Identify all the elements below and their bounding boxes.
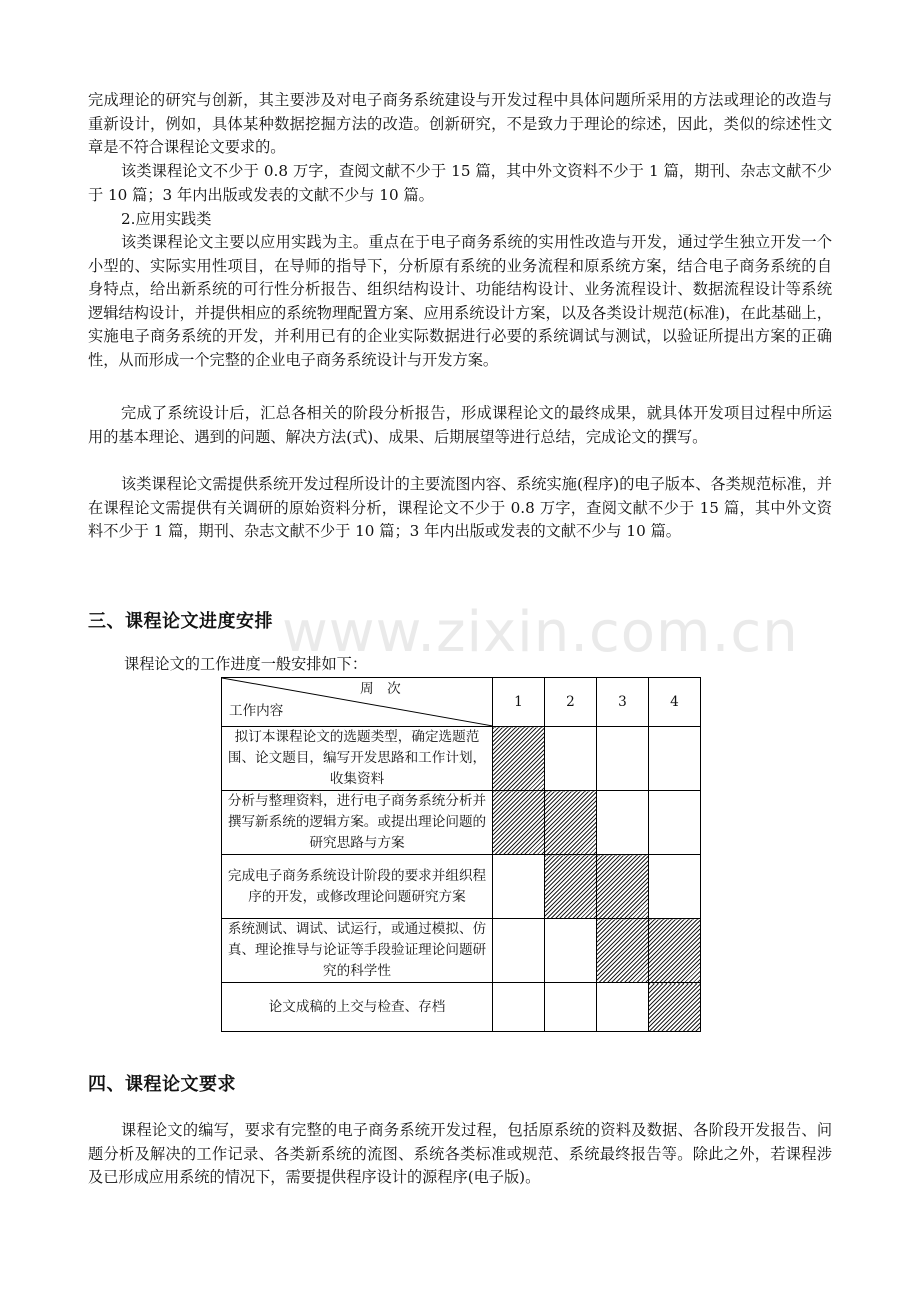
week-cell-scheduled: [649, 983, 701, 1032]
task-cell: 论文成稿的上交与检查、存档: [222, 983, 493, 1032]
week-cell: [493, 983, 545, 1032]
task-cell: 拟订本课程论文的选题类型，确定选题范围、论文题目，编写开发思路和工作计划，收集资料: [222, 727, 493, 791]
paragraph-applied-practice: 该类课程论文主要以应用实践为主。重点在于电子商务系统的实用性改造与开发，通过学生独立开发一个小型的、实际实用性项目，在导师的指导下，分析原有系统的业务流程和原系统方案，结合电子商务系统的自身特点，给出新系统的可行性分析报告、组织结构设计、功能结构设计、业务流程设计、数据流程设计等系统逻辑结构设计，并提供相应的系统物理配置方案、应用系统设计方案，以及各类设计规范(标准)，在此基础上，实施电子商务系统的开发，并利用已有的企业实际数据进行必要的系统调试与测试，以验证所提出方案的正确性，从而形成一个完整的企业电子商务系统设计与开发方案。: [88, 233, 832, 369]
section-heading-schedule: 三、课程论文进度安排: [88, 611, 273, 632]
subheading-applied-practice: 2.应用实践类: [121, 210, 212, 228]
schedule-row: [222, 791, 701, 855]
paragraph-theory-innovation: 完成理论的研究与创新，其主要涉及对电子商务系统建设与开发过程中具体问题所采用的方法或理论的改造与重新设计，例如，具体某种数据挖掘方法的改造。创新研究，不是致力于理论的综述，因此，类似的综述性文章是不符合课程论文要求的。: [88, 91, 832, 157]
week-cell: [597, 983, 649, 1032]
week-header-3: 3: [597, 678, 649, 727]
week-header-2: 2: [545, 678, 597, 727]
task-cell: 系统测试、调试、试运行，或通过模拟、仿真、理论推导与论证等手段验证理论问题研究的科学性: [222, 919, 493, 983]
week-header-4: 4: [649, 678, 701, 727]
week-cell: [649, 791, 701, 855]
task-cell: 完成电子商务系统设计阶段的要求并组织程序的开发，或修改理论问题研究方案: [222, 855, 493, 919]
week-cell: [597, 791, 649, 855]
paragraph-theory-requirements: 该类课程论文不少于 0.8 万字，查阅文献不少于 15 篇，其中外文资料不少于 1 篇，期刊、杂志文献不少于 10 篇；3 年内出版或发表的文献不少与 10 篇。: [88, 162, 832, 204]
week-cell-scheduled: [493, 727, 545, 791]
schedule-row: [222, 727, 701, 791]
week-cell: [597, 727, 649, 791]
week-cell: [649, 855, 701, 919]
week-cell-scheduled: [545, 791, 597, 855]
section-heading-requirements: 四、课程论文要求: [88, 1074, 236, 1095]
week-header-1: 1: [493, 678, 545, 727]
week-cell: [545, 919, 597, 983]
schedule-row: [222, 983, 701, 1032]
week-cell-scheduled: [597, 919, 649, 983]
schedule-table: [221, 677, 701, 1032]
header-work-label: 工作内容: [229, 703, 284, 719]
watermark: www.zixin.com.cn: [282, 600, 799, 665]
schedule-row: [222, 855, 701, 919]
task-cell: 分析与整理资料，进行电子商务系统分析并撰写新系统的逻辑方案。或提出理论问题的研究思路与方案: [222, 791, 493, 855]
week-cell-scheduled: [597, 855, 649, 919]
week-cell: [649, 727, 701, 791]
paragraph-applied-requirements: 该类课程论文需提供系统开发过程所设计的主要流图内容、系统实施(程序)的电子版本、各类规范标准，并在课程论文需提供有关调研的原始资料分析，课程论文不少于 0.8 万字，查阅文献不少于 15 篇，其中外文资料不少于 1 篇，期刊、杂志文献不少于 10 篇；3 年内出版或发表的文献不少与 10 篇。: [88, 475, 832, 541]
week-cell-scheduled: [545, 855, 597, 919]
week-cell: [493, 855, 545, 919]
week-cell-scheduled: [649, 919, 701, 983]
week-cell-scheduled: [493, 791, 545, 855]
week-cell: [545, 727, 597, 791]
schedule-header-row: [222, 678, 701, 727]
schedule-row: [222, 919, 701, 983]
schedule-corner-cell: [222, 678, 493, 727]
week-cell: [545, 983, 597, 1032]
paragraph-design-summary: 完成了系统设计后，汇总各相关的阶段分析报告，形成课程论文的最终成果，就具体开发项目过程中所运用的基本理论、遇到的问题、解决方法(式)、成果、后期展望等进行总结，完成论文的撰写。: [88, 404, 832, 446]
paragraph-paper-requirements: 课程论文的编写，要求有完整的电子商务系统开发过程，包括原系统的资料及数据、各阶段开发报告、问题分析及解决的工作记录、各类新系统的流图、系统各类标准或规范、系统最终报告等。除此之外，若课程涉及已形成应用系统的情况下，需要提供程序设计的源程序(电子版)。: [88, 1121, 832, 1187]
week-cell: [493, 919, 545, 983]
schedule-intro: 课程论文的工作进度一般安排如下：: [124, 655, 367, 673]
header-week-label: 周 次: [360, 681, 401, 697]
